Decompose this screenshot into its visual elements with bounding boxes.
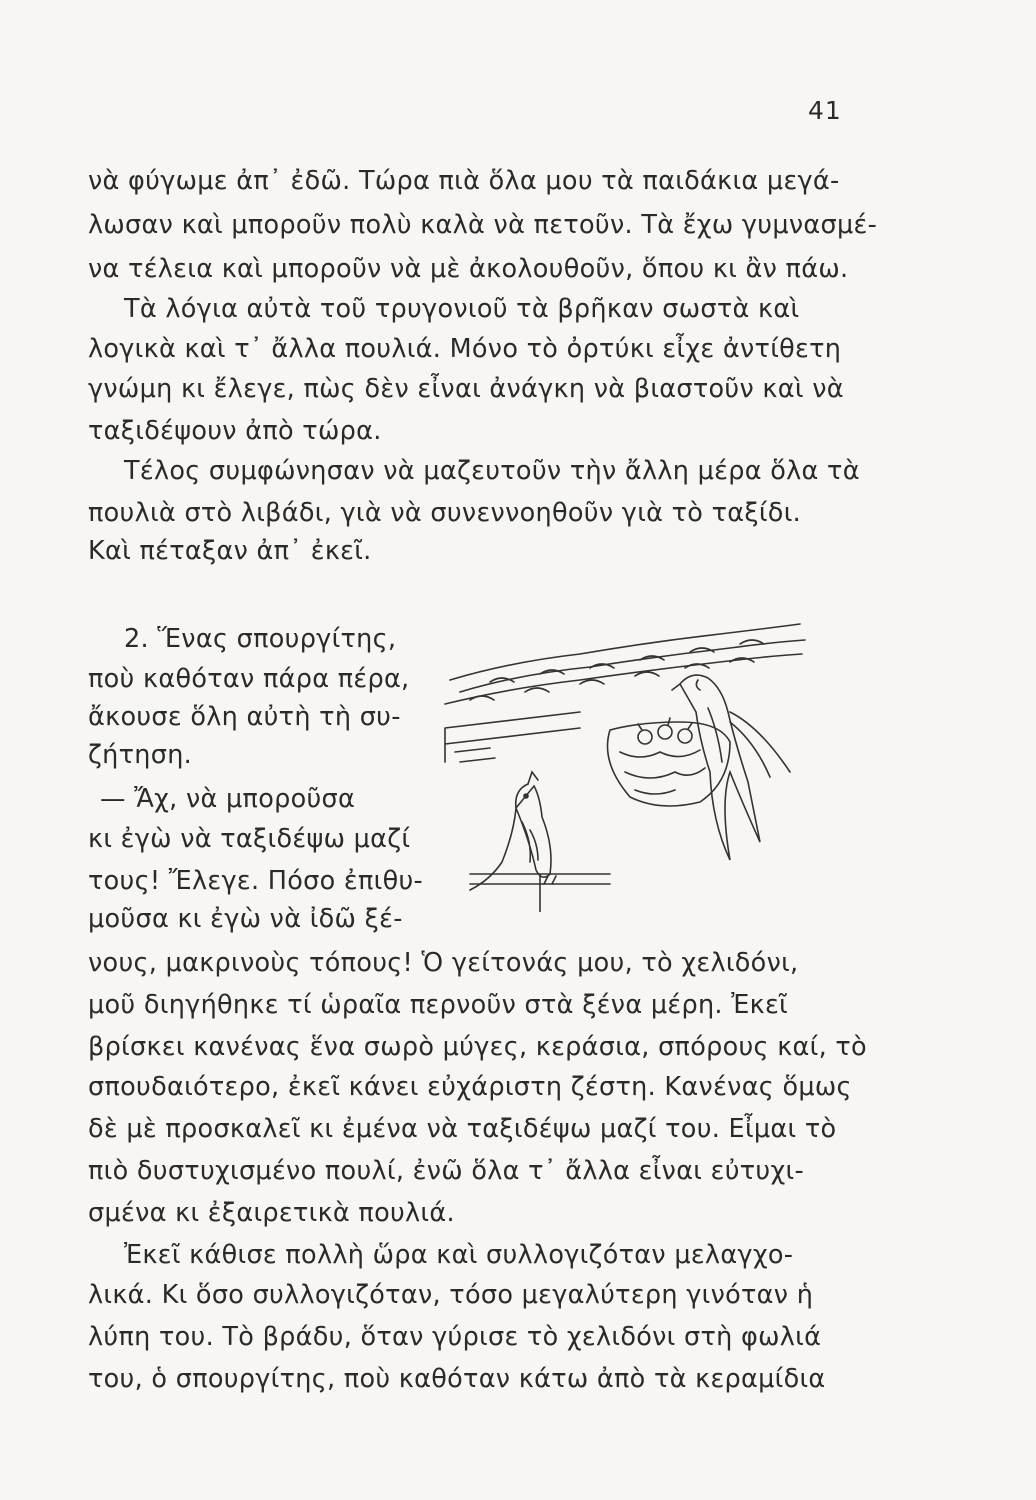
text-line: Τέλος συμφώνησαν νὰ μαζευτοῦν τὴν ἄλλη μέρα ὅλα τὰ <box>124 456 860 486</box>
text-line: λύπη του. Τὸ βράδυ, ὅταν γύρισε τὸ χελιδόνι στὴ φωλιά <box>88 1322 822 1352</box>
text-line: νους, μακρινοὺς τόπους! Ὁ γείτονάς μου, τὸ χελιδόνι, <box>88 948 799 978</box>
text-line: Τὰ λόγια αὐτὰ τοῦ τρυγονιοῦ τὰ βρῆκαν σωστὰ καὶ <box>124 294 800 324</box>
text-line: γνώμη κι ἔλεγε, πὼς δὲν εἶναι ἀνάγκη νὰ βιαστοῦν καὶ νὰ <box>88 374 844 404</box>
text-line: πιὸ δυστυχισμένο πουλί, ἐνῶ ὅλα τ᾽ ἄλλα εἶναι εὐτυχι- <box>88 1156 804 1186</box>
text-line: λωσαν καὶ μποροῦν πολὺ καλὰ νὰ πετοῦν. Τὰ ἔχω γυμνασμέ- <box>88 210 878 240</box>
text-line: ζήτηση. <box>88 740 193 770</box>
text-line: Καὶ πέταξαν ἀπ᾽ ἐκεῖ. <box>88 536 372 566</box>
text-line: του, ὁ σπουργίτης, ποὺ καθόταν κάτω ἀπὸ τὰ κεραμίδια <box>88 1364 826 1394</box>
text-line: σμένα κι ἐξαιρετικὰ πουλιά. <box>88 1198 455 1228</box>
text-line: 2. Ἕνας σπουργίτης, <box>124 624 397 654</box>
text-line: να τέλεια καὶ μποροῦν νὰ μὲ ἀκολουθοῦν, ὅπου κι ἂν πάω. <box>88 254 849 284</box>
text-line: βρίσκει κανένας ἕνα σωρὸ μύγες, κεράσια, σπόρους καί, τὸ <box>88 1032 867 1062</box>
text-line: λικά. Κι ὅσο συλλογιζόταν, τόσο μεγαλύτερη γινόταν ἡ <box>88 1280 814 1310</box>
swallow-sparrow-illustration <box>430 612 870 912</box>
text-line: ποὺ καθόταν πάρα πέρα, <box>88 664 410 694</box>
page-number: 41 <box>808 96 842 125</box>
text-line: λογικὰ καὶ τ᾽ ἄλλα πουλιά. Μόνο τὸ ὀρτύκι εἶχε ἀντίθετη <box>88 334 842 364</box>
text-line: — Ἄχ, νὰ μποροῦσα <box>100 784 356 814</box>
text-line: ταξιδέψουν ἀπὸ τώρα. <box>88 416 382 446</box>
text-line: σπουδαιότερο, ἐκεῖ κάνει εὐχάριστη ζέστη. Κανένας ὅμως <box>88 1072 852 1102</box>
text-line: ἄκουσε ὅλη αὐτὴ τὴ συ- <box>88 702 401 732</box>
text-line: νὰ φύγωμε ἀπ᾽ ἐδῶ. Τώρα πιὰ ὅλα μου τὰ παιδάκια μεγά- <box>88 166 840 196</box>
text-line: πουλιὰ στὸ λιβάδι, γιὰ νὰ συνεννοηθοῦν γιὰ τὸ ταξίδι. <box>88 498 802 528</box>
text-line: τους! Ἔλεγε. Πόσο ἐπιθυ- <box>88 866 424 896</box>
text-line: κι ἐγὼ νὰ ταξιδέψω μαζί <box>88 824 411 854</box>
text-line: Ἐκεῖ κάθισε πολλὴ ὥρα καὶ συλλογιζόταν μελαγχο- <box>124 1240 794 1270</box>
text-line: δὲ μὲ προσκαλεῖ κι ἐμένα νὰ ταξιδέψω μαζί του. Εἶμαι τὸ <box>88 1114 837 1144</box>
text-line: μοῦσα κι ἐγὼ νὰ ἰδῶ ξέ- <box>88 904 403 934</box>
text-line: μοῦ διηγήθηκε τί ὡραῖα περνοῦν στὰ ξένα μέρη. Ἐκεῖ <box>88 990 788 1020</box>
